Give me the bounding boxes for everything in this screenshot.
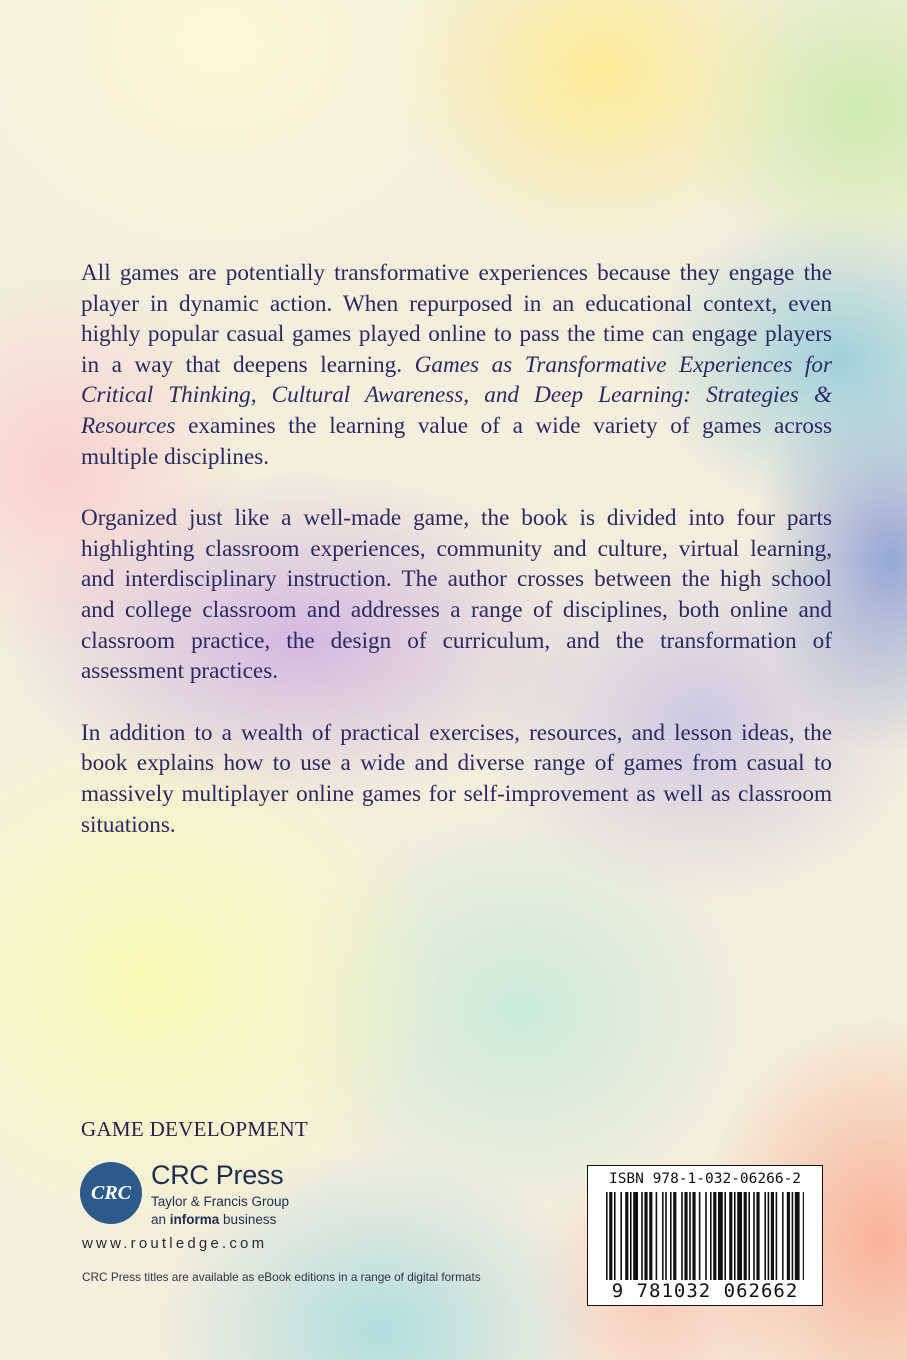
barcode-bar — [792, 1192, 794, 1284]
barcode-bar — [768, 1192, 770, 1284]
barcode-bar — [803, 1192, 804, 1284]
informa-bold: informa — [169, 1212, 220, 1227]
crc-logo-icon — [80, 1162, 142, 1224]
barcode-bar — [609, 1192, 612, 1284]
barcode-bar — [710, 1192, 712, 1284]
barcode-bar — [614, 1192, 616, 1284]
barcode-bar — [606, 1192, 608, 1284]
barcode-bars — [606, 1192, 804, 1284]
book-title-italic: Games as Transformative Experiences for Critical Thinking, Cultural Awareness, and Deep Learning: Strategies & Resources — [81, 351, 832, 439]
barcode-bar — [689, 1192, 691, 1284]
publisher-informa — [151, 1211, 289, 1229]
informa-prefix: an — [151, 1212, 170, 1227]
barcode-bar — [756, 1192, 759, 1284]
barcode-bar — [753, 1192, 755, 1284]
barcode-bar — [713, 1192, 716, 1284]
barcode-bar — [644, 1192, 647, 1284]
blurb-paragraph-2: Organized just like a well-made game, the book is divided into four parts highlighting classroom experiences, community and culture, virtual learning, and interdisciplinary instruction. The author crosses between the high school and college classroom and addresses a range of disciplines, both online and classroom practice, the design of curriculum, and the transformation of assessment practices. — [81, 505, 832, 685]
barcode-bar — [662, 1192, 664, 1284]
barcode-bar — [782, 1192, 784, 1284]
barcode-bar — [744, 1192, 747, 1284]
barcode-bar — [649, 1192, 652, 1284]
barcode-bar — [718, 1192, 723, 1284]
blurb-text: examines the learning value of a wide variety of games across multiple disciplines. — [81, 412, 832, 470]
barcode-bar — [681, 1192, 683, 1284]
barcode-bar — [641, 1192, 643, 1284]
barcode-bar — [620, 1192, 622, 1284]
barcode-bar — [729, 1192, 732, 1284]
barcode-bar — [787, 1192, 790, 1284]
barcode-bar — [656, 1192, 658, 1284]
publisher-name: CRC Press — [151, 1160, 284, 1190]
barcode-bar — [625, 1192, 628, 1284]
barcode-bar — [795, 1192, 800, 1284]
barcode-digits: 9 781032 062662 — [592, 1280, 818, 1302]
barcode-bar — [699, 1192, 701, 1284]
publisher-group: Taylor & Francis Group — [151, 1194, 290, 1209]
blurb-text: All games are potentially transformative experiences because they engage the player in dynamic action. When repurposed in an educational context, even highly popular casual games played online to pass the time can engage players in a way that deepens learning. — [81, 260, 832, 378]
isbn-label: ISBN 978-1-032-06266-2 — [608, 1171, 802, 1187]
publisher-block — [151, 1160, 289, 1229]
barcode-bar — [724, 1192, 726, 1284]
barcode-bar — [673, 1192, 676, 1284]
barcode-bar — [630, 1192, 632, 1284]
barcode-bar — [734, 1192, 736, 1284]
blurb-paragraph-1 — [81, 258, 832, 472]
barcode-bar — [705, 1192, 707, 1284]
barcode-bar — [764, 1192, 766, 1284]
informa-suffix: business — [219, 1212, 277, 1227]
category-label: GAME DEVELOPMENT — [81, 1117, 309, 1141]
barcode-bar — [771, 1192, 774, 1284]
ebook-note: CRC Press titles are available as eBook editions in a range of digital formats — [82, 1270, 481, 1284]
barcode-bar — [748, 1192, 750, 1284]
barcode-bar — [665, 1192, 667, 1284]
isbn-barcode — [587, 1165, 823, 1306]
back-cover-blurb — [81, 258, 832, 871]
blurb-paragraph-3: In addition to a wealth of practical exercises, resources, and lesson ideas, the book explains how to use a wide and diverse range of games from casual to massively multiplayer online games for self-improvement as well as classroom situations. — [81, 719, 832, 838]
barcode-bar — [684, 1192, 687, 1284]
barcode-bar — [633, 1192, 638, 1284]
barcode-bar — [737, 1192, 742, 1284]
barcode-bar — [776, 1192, 778, 1284]
barcode-bar — [692, 1192, 695, 1284]
barcode-bar — [670, 1192, 672, 1284]
publisher-url[interactable]: www.routledge.com — [82, 1235, 268, 1252]
logo-text: CRC — [90, 1181, 132, 1204]
